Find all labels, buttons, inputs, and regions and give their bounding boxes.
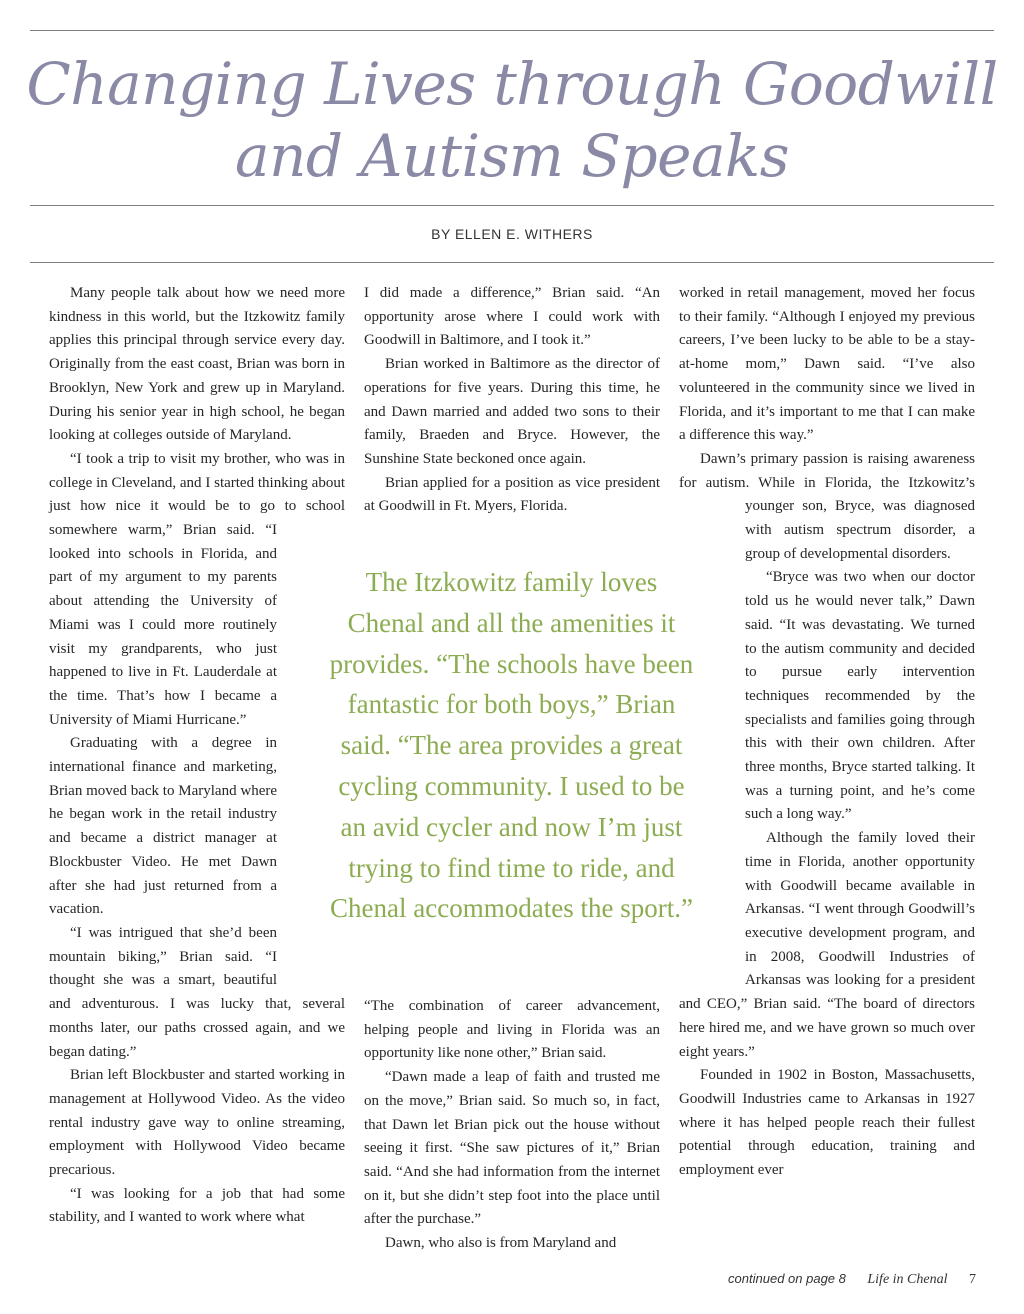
paragraph: I did made a difference,” Brian said. “An opportunity arose where I could work with Goodwill in Baltimore, and I took it.” [364, 285, 660, 349]
column-middle-top [364, 282, 660, 519]
column-left [49, 282, 345, 1230]
article-title-line-2: and Autism Speaks [235, 122, 789, 190]
paragraph: Graduating with a degree in international finance and marketing, Brian moved back to Maryland where he began work in the retail industry and became a district manager at Blockbuster Video. He met Dawn after she had just returned from a vacation. [49, 735, 277, 918]
paragraph: Brian worked in Baltimore as the director of operations for five years. During this time, he and Dawn married and added two sons to their family, Braeden and Bryce. However, the Sunshine State beckoned once again. [364, 356, 660, 467]
paragraph: Brian applied for a position as vice president at Goodwill in Ft. Myers, Florida. [364, 474, 660, 515]
paragraph: Many people talk about how we need more kindness in this world, but the Itzkowitz family applies this principal through service every day. Originally from the east coast, Brian was born in Brooklyn, New York and grew up in Maryland. During his senior year in high school, he began looking at colleges outside of Maryland. [49, 285, 345, 444]
paragraph: “I was intrigued that she’d been mountain biking,” Brian said. “I thought she was a smart, beautiful and adventurous. I was lucky that, several months later, our paths crossed again, and we began dating.” [49, 924, 345, 1060]
pull-quote: The Itzkowitz family loves Chenal and all the amenities it provides. “The schools have been fantastic for both boys,” Brian said. “The area provides a great cycling community. I used to be an avid cycler and now I’m just trying to find time to ride, and Chenal accommodates the sport.” [329, 567, 694, 924]
page-footer [728, 1271, 976, 1288]
paragraph: “Dawn made a leap of faith and trusted me on the move,” Brian said. So much so, in fact, that Dawn let Brian pick out the house without seeing it first. “She saw pictures of it,” Brian said. “And she had information from the internet on it, but she didn’t step foot into the place until after the purchase.” [364, 1069, 660, 1228]
paragraph: Dawn’s primary passion is raising awareness for autism. While in Florida, the Itzkowitz’s younger son, Bryce, was diagnosed with autism spectrum disorder, a group of developmental disorders. [679, 450, 975, 562]
top-rule [30, 30, 994, 31]
title-bottom-rule [30, 205, 994, 206]
paragraph: “Bryce was two when our doctor told us he would never talk,” Dawn said. “It was devastating. We turned to the autism community and decided to pursue early intervention techniques recommended by the specialists and families going through this with their own children. After three months, Bryce started talking. It was a turning point, and he’s come such a long way.” [745, 569, 975, 823]
paragraph: Dawn, who also is from Maryland and [385, 1235, 617, 1252]
column-middle-bottom [364, 995, 660, 1256]
continued-note: continued on page 8 [728, 1271, 846, 1286]
paragraph: “The combination of career advancement, helping people and living in Florida was an opportunity like none other,” Brian said. [364, 998, 660, 1062]
paragraph: worked in retail management, moved her focus to their family. “Although I enjoyed my previous careers, I’ve been lucky to be able to be a stay-at-home mom,” Dawn said. “I’ve also volunteered in the community since we lived in Florida, and it’s important to me that I can make a difference this way.” [679, 285, 975, 444]
magazine-name: Life in Chenal [867, 1272, 948, 1287]
article-title-line-1: Changing Lives through Goodwill [26, 50, 998, 118]
paragraph: Founded in 1902 in Boston, Massachusetts, Goodwill Industries came to Arkansas in 1927 where it has helped people reach their fullest potential through education, training and employment ever [679, 1067, 975, 1179]
paragraph: Brian left Blockbuster and started working in management at Hollywood Video. As the video rental industry gave way to online streaming, employment with Hollywood Video became precarious. [49, 1067, 345, 1179]
byline-bottom-rule [30, 262, 994, 263]
paragraph: “I took a trip to visit my brother, who was in college in Cleveland, and I started thinking about just how nice it would be to go to school somewhere warm,” Brian said. “I looked into schools in Florida, and part of my argument to my parents about attending the University of Miami was I could more routinely visit my grandparents, who just happened to live in Ft. Lauderdale at the time. That’s how I became a University of Miami Hurricane.” [49, 450, 345, 728]
article-title [0, 48, 1024, 192]
byline: BY ELLEN E. WITHERS [431, 226, 593, 242]
paragraph: “I was looking for a job that had some stability, and I wanted to work where what [49, 1185, 345, 1226]
paragraph: Although the family loved their time in Florida, another opportunity with Goodwill became available in Arkansas. “I went through Goodwill’s executive development program, and in 2008, Goodwill Industries of Arkansas was looking for a president and CEO,” Brian said. “The board of directors here hired me, and we have grown so much over eight years.” [679, 830, 975, 1060]
column-right [679, 282, 975, 1183]
page-number: 7 [969, 1272, 976, 1287]
